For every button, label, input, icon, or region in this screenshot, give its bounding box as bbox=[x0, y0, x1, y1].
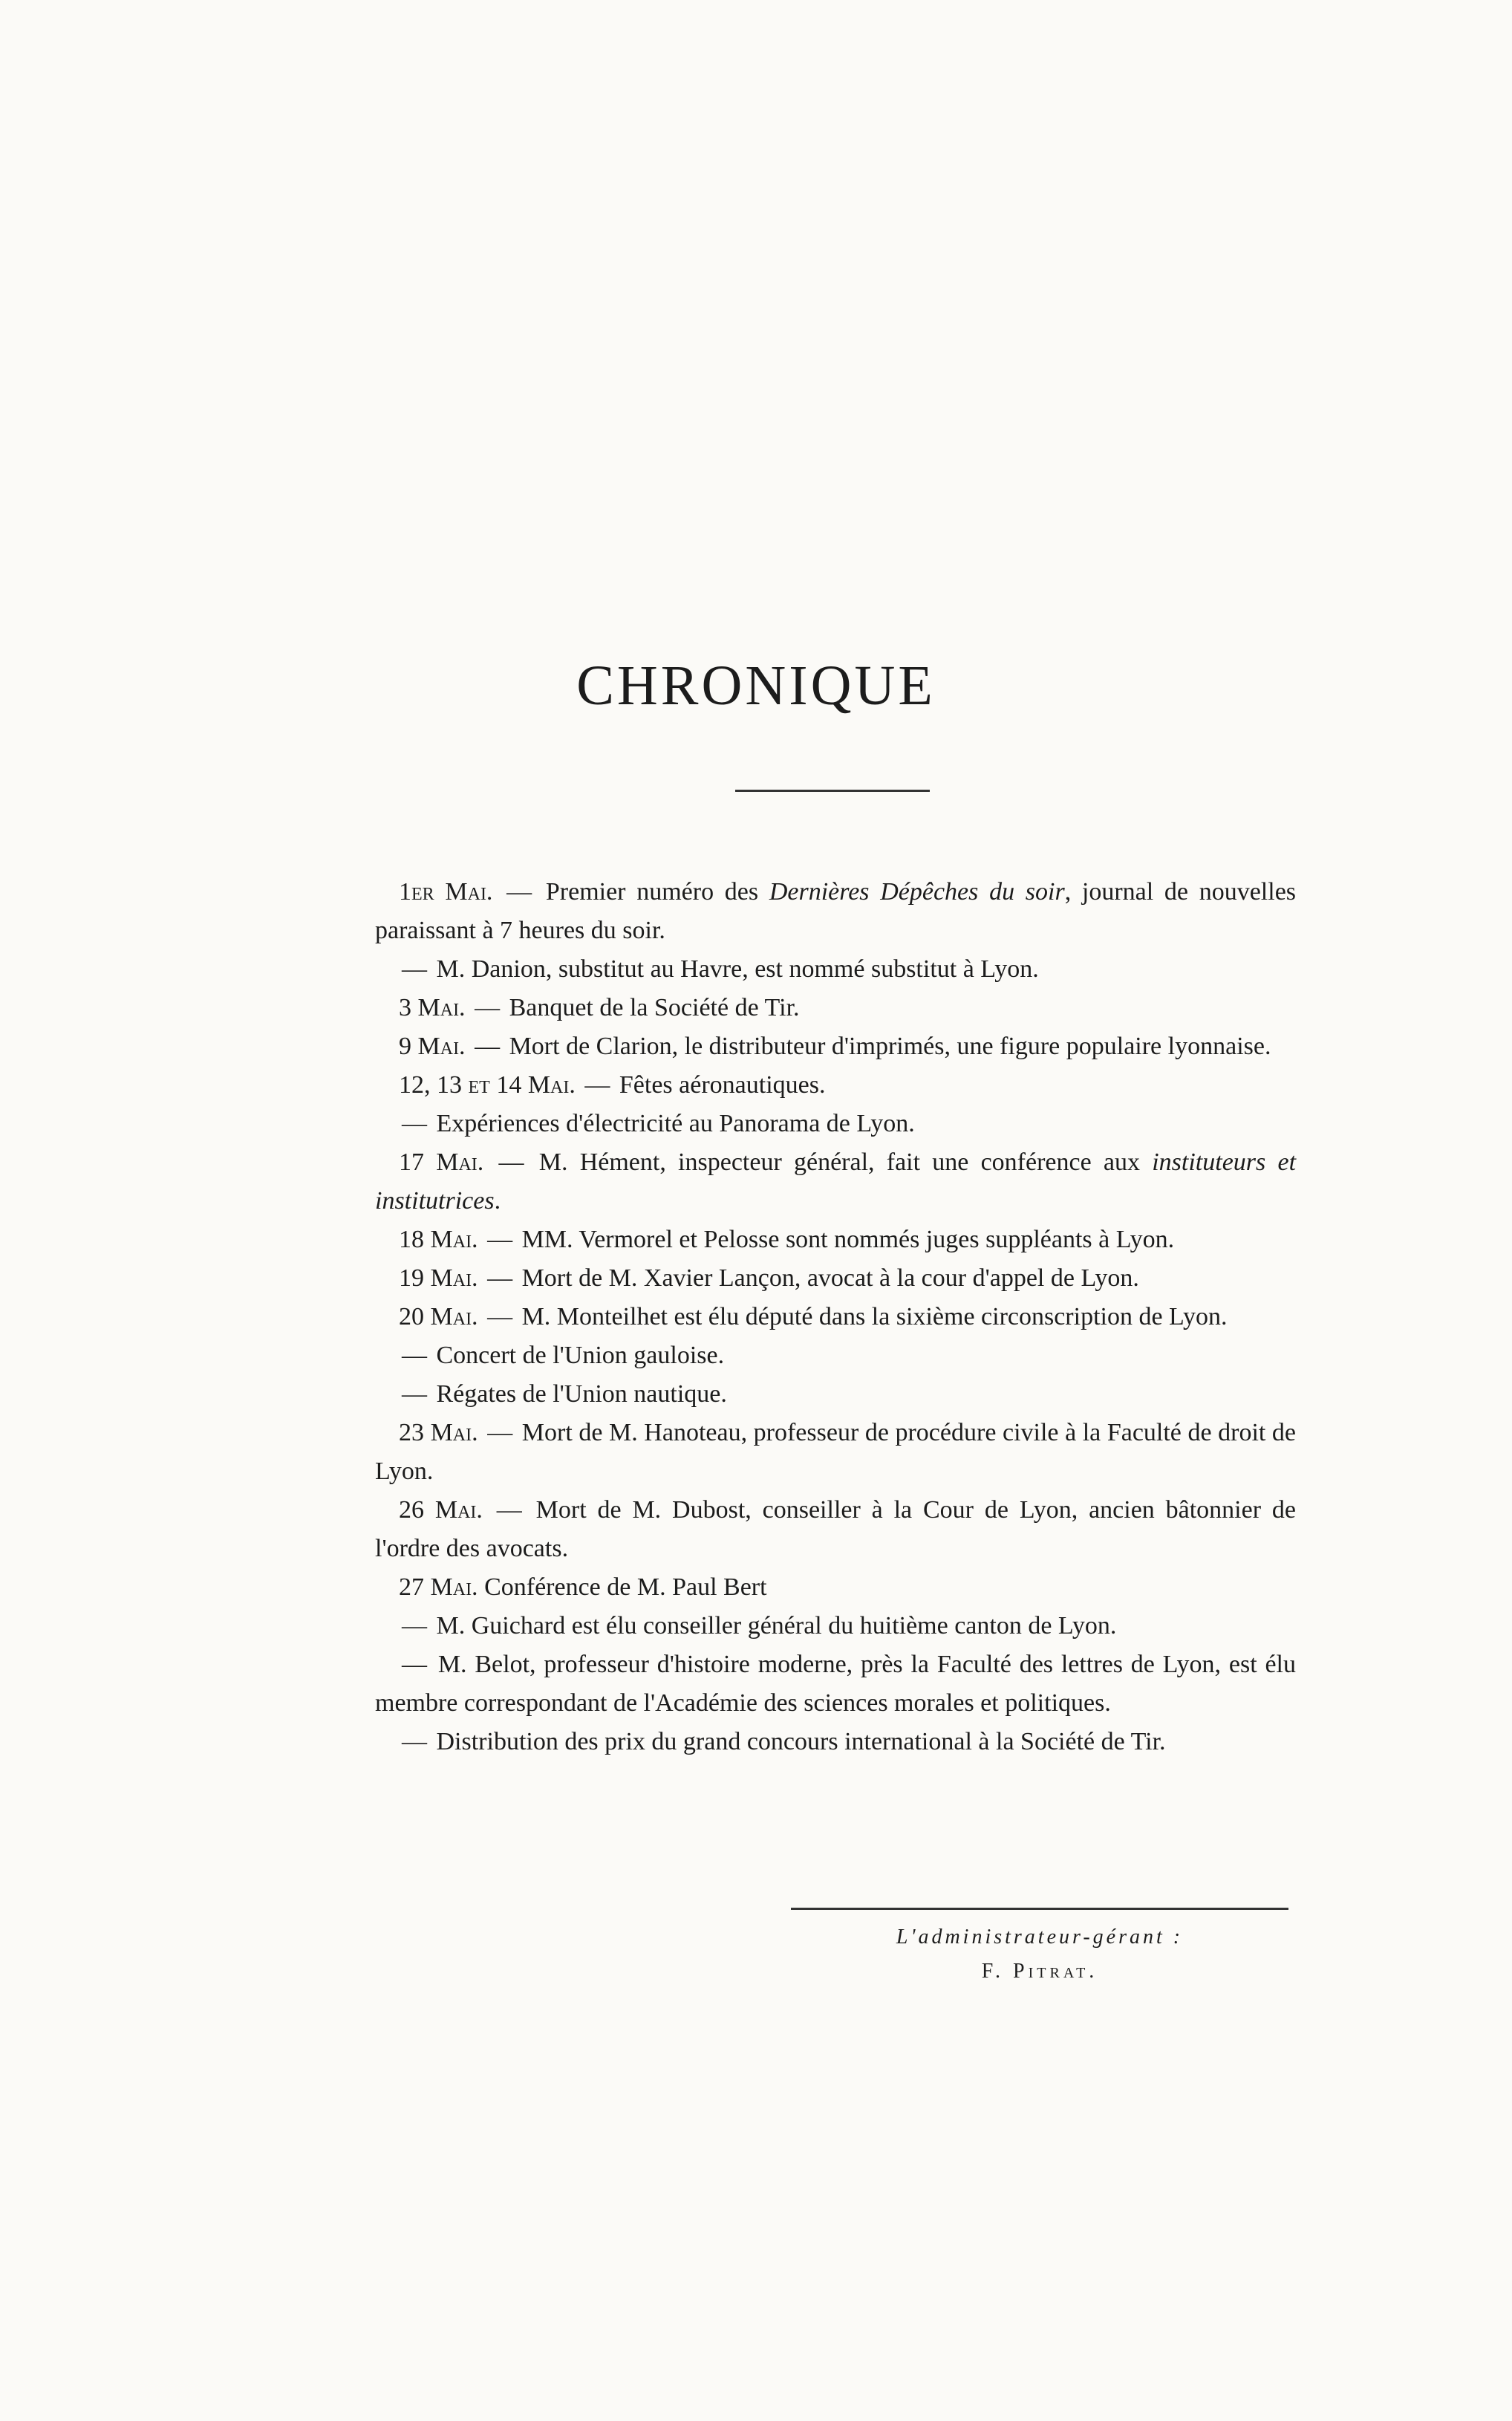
entry-date: 9 Mai. bbox=[399, 1033, 466, 1060]
entry-dash: — bbox=[487, 1419, 513, 1446]
entry-text: Mort de M. Hanoteau, professeur de procédure civile à la Faculté de droit de Lyon. bbox=[375, 1419, 1297, 1485]
entry-dash: — bbox=[402, 1380, 427, 1408]
entry-text: Mort de M. Xavier Lançon, avocat à la cour d'appel de Lyon. bbox=[521, 1264, 1139, 1292]
entry-dash: — bbox=[402, 1342, 427, 1369]
signature-block bbox=[791, 1920, 1288, 1989]
entry-text: MM. Vermorel et Pelosse sont nommés juges suppléants à Lyon. bbox=[521, 1226, 1175, 1253]
entry-text: Distribution des prix du grand concours international à la Société de Tir. bbox=[436, 1728, 1166, 1755]
entry-dash: — bbox=[402, 955, 427, 983]
entry-date: 27 Mai. bbox=[399, 1573, 478, 1601]
signature-name: F. Pitrat. bbox=[981, 1960, 1098, 1983]
entry-text: Banquet de la Société de Tir. bbox=[509, 994, 800, 1021]
page-title: CHRONIQUE bbox=[576, 654, 936, 717]
entry-dash: — bbox=[402, 1110, 427, 1137]
chronicle-entry bbox=[375, 1105, 1296, 1143]
entry-dash: — bbox=[584, 1071, 610, 1099]
entry-dash: — bbox=[487, 1264, 513, 1292]
chronicle-entry bbox=[375, 950, 1296, 989]
entry-dash: — bbox=[475, 994, 501, 1021]
title-divider bbox=[735, 790, 930, 792]
chronicle-entries bbox=[375, 873, 1296, 1761]
entry-dash: — bbox=[402, 1728, 427, 1755]
entry-date: 18 Mai. bbox=[399, 1226, 478, 1253]
entry-date: 20 Mai. bbox=[399, 1303, 478, 1330]
entry-text: Expériences d'électricité au Panorama de Lyon. bbox=[436, 1110, 915, 1137]
entry-dash: — bbox=[498, 1148, 524, 1176]
entry-dash: — bbox=[496, 1496, 522, 1524]
entry-date: 23 Mai. bbox=[399, 1419, 478, 1446]
entry-dash: — bbox=[402, 1612, 427, 1640]
entry-text: Conférence de M. Paul Bert bbox=[484, 1573, 767, 1601]
entry-text-italic: instituteurs et institutrices bbox=[375, 1148, 1297, 1215]
chronicle-entry bbox=[375, 989, 1296, 1027]
entry-text: Régates de l'Union nautique. bbox=[436, 1380, 727, 1408]
entry-text: Fêtes aéronautiques. bbox=[619, 1071, 826, 1099]
entry-dash: — bbox=[506, 878, 532, 906]
entry-dash: — bbox=[402, 1651, 427, 1678]
entry-date: 12, 13 et 14 Mai. bbox=[399, 1071, 576, 1099]
chronicle-entry bbox=[375, 1607, 1296, 1645]
entry-date: 19 Mai. bbox=[399, 1264, 478, 1292]
chronicle-entry bbox=[375, 1568, 1296, 1607]
chronicle-entry bbox=[375, 1143, 1296, 1221]
entry-text-italic: Dernières Dépêches du soir bbox=[769, 878, 1065, 906]
chronicle-entry bbox=[375, 1723, 1296, 1761]
chronicle-entry bbox=[375, 1375, 1296, 1414]
chronicle-entry bbox=[375, 873, 1296, 950]
entry-text: M. Monteilhet est élu député dans la sixième circonscription de Lyon. bbox=[521, 1303, 1228, 1330]
signature-divider bbox=[791, 1908, 1288, 1910]
entry-text: . bbox=[494, 1187, 501, 1215]
entry-date: 1er Mai. bbox=[399, 878, 493, 906]
chronicle-entry bbox=[375, 1066, 1296, 1105]
chronicle-entry bbox=[375, 1336, 1296, 1375]
entry-text: Premier numéro des bbox=[545, 878, 769, 906]
chronicle-entry bbox=[375, 1491, 1296, 1568]
entry-text: M. Hément, inspecteur général, fait une conférence aux bbox=[538, 1148, 1153, 1176]
entry-text: Mort de Clarion, le distributeur d'imprimés, une figure populaire lyonnaise. bbox=[509, 1033, 1271, 1060]
entry-date: 3 Mai. bbox=[399, 994, 466, 1021]
entry-dash: — bbox=[487, 1226, 513, 1253]
chronicle-entry bbox=[375, 1645, 1296, 1723]
entry-date: 26 Mai. bbox=[399, 1496, 483, 1524]
entry-dash: — bbox=[475, 1033, 501, 1060]
entry-date: 17 Mai. bbox=[399, 1148, 484, 1176]
chronicle-entry bbox=[375, 1027, 1296, 1066]
chronicle-entry bbox=[375, 1221, 1296, 1259]
chronicle-entry bbox=[375, 1414, 1296, 1491]
entry-text: Concert de l'Union gauloise. bbox=[436, 1342, 725, 1369]
chronicle-entry bbox=[375, 1259, 1296, 1298]
entry-text: Mort de M. Dubost, conseiller à la Cour de Lyon, ancien bâtonnier de l'ordre des avocats. bbox=[375, 1496, 1296, 1562]
entry-text: M. Danion, substitut au Havre, est nommé substitut à Lyon. bbox=[436, 955, 1039, 983]
entry-dash: — bbox=[487, 1303, 513, 1330]
signature-title: L'administrateur-gérant : bbox=[896, 1926, 1184, 1949]
entry-text: , journal de nouvelles paraissant à 7 heures du soir. bbox=[375, 878, 1297, 944]
entry-text: M. Guichard est élu conseiller général du huitième canton de Lyon. bbox=[436, 1612, 1117, 1640]
entry-text: M. Belot, professeur d'histoire moderne, près la Faculté des lettres de Lyon, est élu membre correspondant de l'Académie des sciences morales et politiques. bbox=[375, 1651, 1296, 1717]
chronicle-entry bbox=[375, 1298, 1296, 1336]
